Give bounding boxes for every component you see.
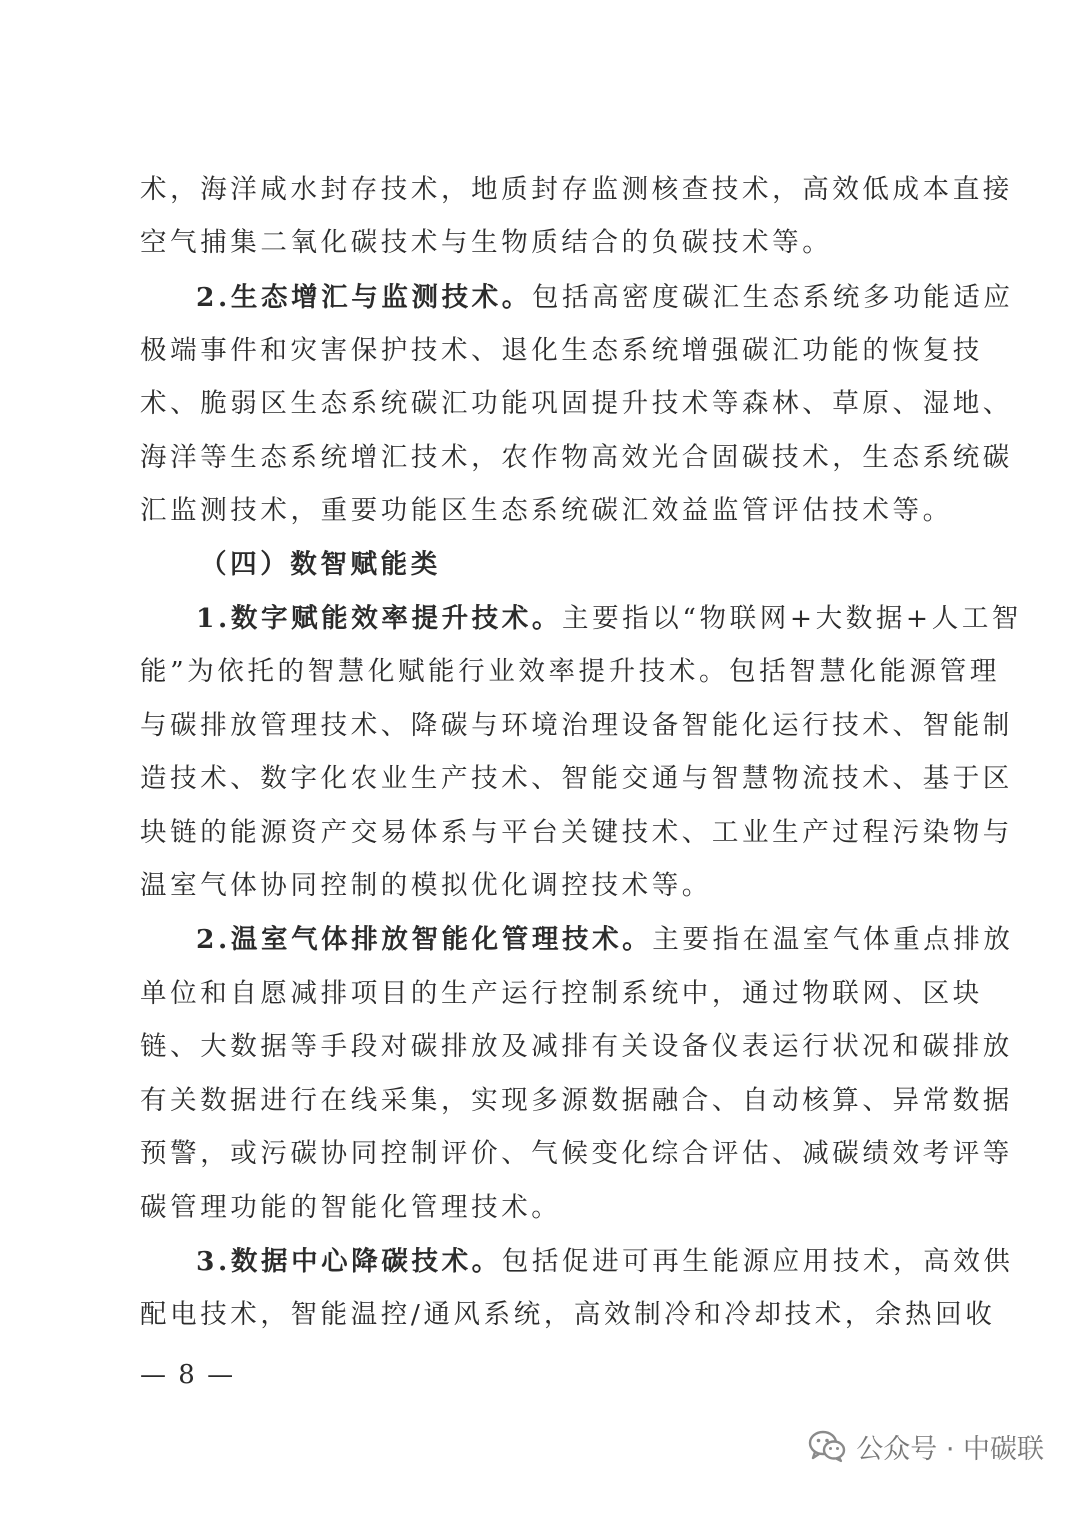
paragraph-first-line xyxy=(140,1245,1014,1279)
paragraph-first-line xyxy=(140,281,1014,315)
text-line: 空气捕集二氧化碳技术与生物质结合的负碳技术等。 xyxy=(140,227,833,258)
page-number: — 8 — xyxy=(140,1360,236,1390)
text-line: 碳管理功能的智能化管理技术。 xyxy=(140,1192,562,1223)
text-line: 预警，或污碳协同控制评价、气候变化综合评估、减碳绩效考评等 xyxy=(140,1138,1013,1169)
text-line: 链、大数据等手段对碳排放及减排有关设备仪表运行状况和碳排放 xyxy=(140,1031,1013,1062)
wechat-icon xyxy=(808,1429,846,1463)
paragraph-first-line xyxy=(140,923,1014,957)
text-span: 包括促进可再生能源应用技术，高效供 xyxy=(501,1246,1014,1277)
section-heading: （四）数智赋能类 xyxy=(200,549,441,580)
paragraph-heading: 2.温室气体排放智能化管理技术。 xyxy=(196,924,653,955)
paragraph-first-line xyxy=(140,602,1023,636)
text-line: 与碳排放管理技术、降碳与环境治理设备智能化运行技术、智能制 xyxy=(140,710,1013,741)
paragraph-heading: 1.数字赋能效率提升技术。 xyxy=(196,603,562,634)
text-line: 汇监测技术，重要功能区生态系统碳汇效益监管评估技术等。 xyxy=(140,495,953,526)
paragraph-heading: 3.数据中心降碳技术。 xyxy=(196,1246,502,1277)
text-line: 块链的能源资产交易体系与平台关键技术、工业生产过程污染物与 xyxy=(140,817,1013,848)
text-line: 造技术、数字化农业生产技术、智能交通与智慧物流技术、基于区 xyxy=(140,763,1013,794)
text-line: 术、脆弱区生态系统碳汇功能巩固提升技术等森林、草原、湿地、 xyxy=(140,388,1013,419)
text-line: 温室气体协同控制的模拟优化调控技术等。 xyxy=(140,870,712,901)
text-line: 海洋等生态系统增汇技术，农作物高效光合固碳技术，生态系统碳 xyxy=(140,442,1013,473)
text-span: 包括高密度碳汇生态系统多功能适应 xyxy=(531,282,1014,313)
text-span: 主要指在温室气体重点排放 xyxy=(652,924,1014,955)
watermark xyxy=(808,1426,1044,1466)
text-line: 有关数据进行在线采集，实现多源数据融合、自动核算、异常数据 xyxy=(140,1085,1013,1116)
text-line: 单位和自愿减排项目的生产运行控制系统中，通过物联网、区块 xyxy=(140,978,983,1009)
text-line: 术，海洋咸水封存技术，地质封存监测核查技术，高效低成本直接 xyxy=(140,174,1013,205)
paragraph-heading: 2.生态增汇与监测技术。 xyxy=(196,282,532,313)
text-line: 能”为依托的智慧化赋能行业效率提升技术。包括智慧化能源管理 xyxy=(140,656,1000,687)
text-line: 配电技术，智能温控/通风系统，高效制冷和冷却技术，余热回收 xyxy=(140,1299,996,1330)
watermark-text: 公众号 · 中碳联 xyxy=(856,1433,1044,1465)
text-line: 极端事件和灾害保护技术、退化生态系统增强碳汇功能的恢复技 xyxy=(140,335,983,366)
text-span: 主要指以“物联网+大数据+人工智 xyxy=(561,603,1023,634)
